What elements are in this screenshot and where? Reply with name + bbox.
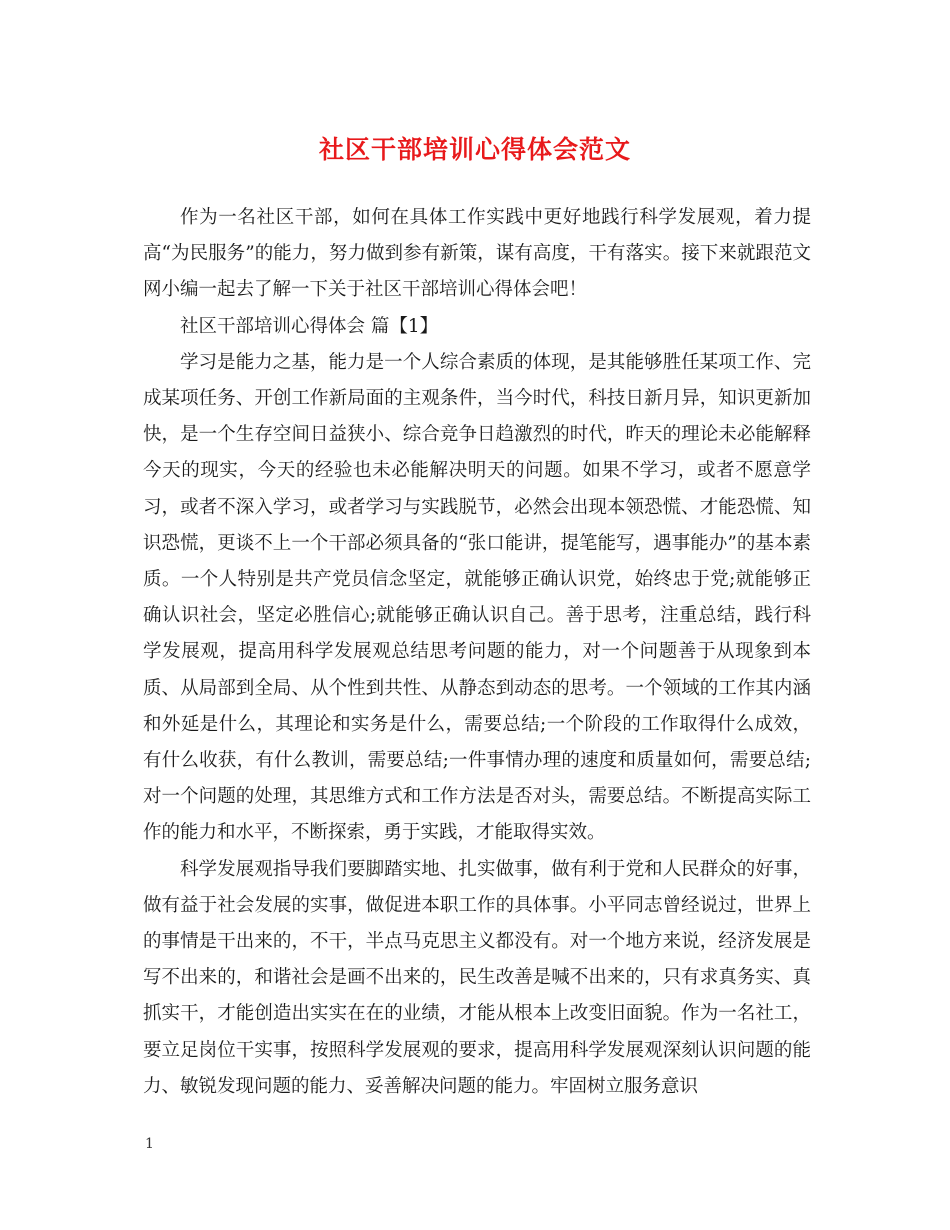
document-title: 社区干部培训心得体会范文 [318,135,631,164]
body-paragraph: 科学发展观指导我们要脚踏实地、扎实做事，做有利于党和人民群众的好事，做有益于社会发展的实事，做促进本职工作的具体事。小平同志曾经说过，世界上的事情是干出来的，不干，半点马克思主义都没有。对一个地方来说，经济发展是写不出来的，和谐社会是画不出来的，民生改善是喊不出来的，只有求真务实、真抓实干，才能创造出实实在在的业绩，才能从根本上改变旧面貌。作为一名社工，要立足岗位干实事，按照科学发展观的要求，提高用科学发展观深刻认识问题的能力、敏锐发现问题的能力、妥善解决问题的能力。牢固树立服务意识 [143,858,811,1097]
intro-paragraph: 作为一名社区干部，如何在具体工作实践中更好地践行科学发展观，着力提高“为民服务”的能力，努力做到参有新策，谋有高度，干有落实。接下来就跟范文网小编一起去了解一下关于社区干部培训心得体会吧！ [143,207,811,301]
document-body [143,200,811,1105]
page-number: 1 [145,1136,154,1152]
body-paragraph: 学习是能力之基，能力是一个人综合素质的体现，是其能够胜任某项工作、完成某项任务、开创工作新局面的主观条件，当今时代，科技日新月异，知识更新加快，是一个生存空间日益狭小、综合竞争日趋激烈的时代，昨天的理论未必能解释今天的现实，今天的经验也未必能解决明天的问题。如果不学习，或者不愿意学习，或者不深入学习，或者学习与实践脱节，必然会出现本领恐慌、才能恐慌、知识恐慌，更谈不上一个干部必须具备的“张口能讲，提笔能写，遇事能办”的基本素质。一个人特别是共产党员信念坚定，就能够正确认识党，始终忠于党;就能够正确认识社会，坚定必胜信心;就能够正确认识自己。善于思考，注重总结，践行科学发展观，提高用科学发展观总结思考问题的能力，对一个问题善于从现象到本质、从局部到全局、从个性到共性、从静态到动态的思考。一个领域的工作其内涵和外延是什么，其理论和实务是什么，需要总结;一个阶段的工作取得什么成效，有什么收获，有什么教训，需要总结;一件事情办理的速度和质量如何，需要总结;对一个问题的处理，其思维方式和工作方法是否对头，需要总结。不断提高实际工作的能力和水平，不断探索，勇于实践，才能取得实效。 [143,351,811,844]
section-heading: 社区干部培训心得体会 篇【1】 [180,315,439,337]
